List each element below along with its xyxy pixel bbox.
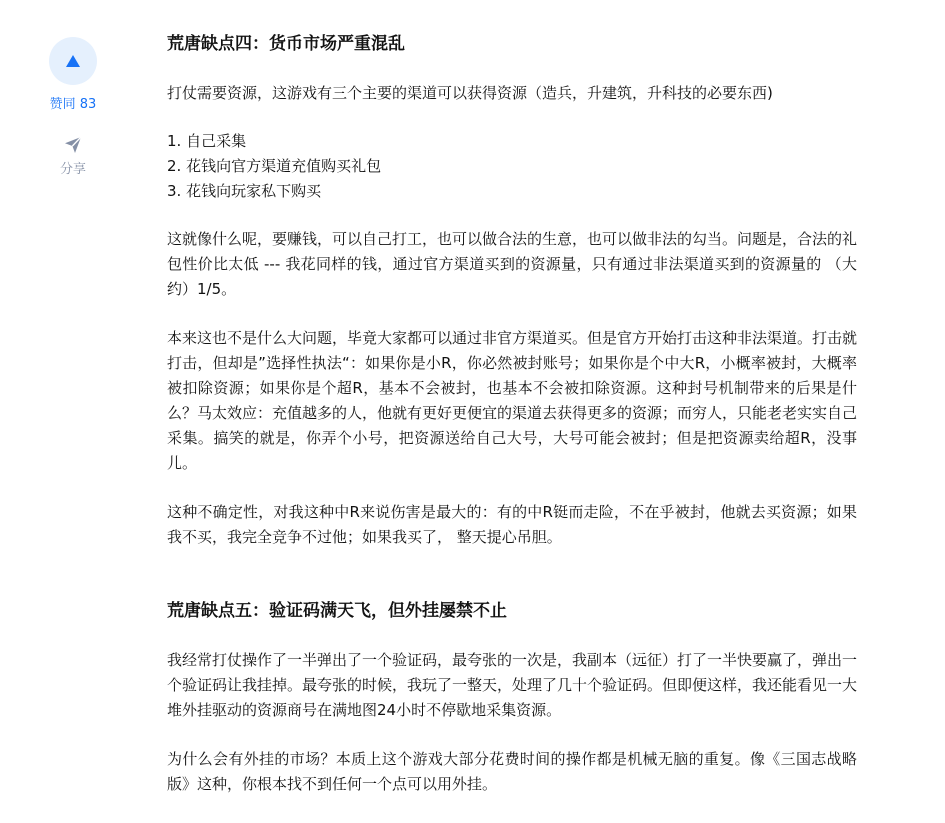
vote-count-label[interactable]: 赞同 83 xyxy=(49,97,97,112)
share-button[interactable] xyxy=(60,136,86,177)
paper-plane-icon xyxy=(64,136,82,154)
share-label: 分享 xyxy=(59,162,86,177)
list-item: 1. 自己采集 xyxy=(167,132,247,150)
section4-paragraph-2: 本来这也不是什么大问题，毕竟大家都可以通过非官方渠道买。但是官方开始打击这种非法渠道。打击就打击，但却是”选择性执法“：如果你是小R，你必然被封账号；如果你是个中大R，小概率被封，大概率被扣除资源；如果你是个超R，基本不会被封，也基本不会被扣除资源。这种封号机制带来的后果是什么？马太效应：充值越多的人，他就有更好更便宜的渠道去获得更多的资源；而穷人，只能老老实实自己采集。搞笑的就是，你弄个小号，把资源送给自己大号，大号可能会被封；但是把资源卖给超R，没事儿。 xyxy=(167,329,858,472)
article-content xyxy=(167,31,857,797)
list-item: 3. 花钱向玩家私下购买 xyxy=(167,182,322,200)
resource-channel-list xyxy=(167,129,857,204)
section5-paragraph-1: 我经常打仗操作了一半弹出了一个验证码，最夸张的一次是，我副本（远征）打了一半快要赢了，弹出一个验证码让我挂掉。最夸张的时候，我玩了一整天，处理了几十个验证码。但即便这样，我还能看见一大堆外挂驱动的资源商号在满地图24小时不停歇地采集资源。 xyxy=(167,651,858,719)
triangle-up-icon xyxy=(66,55,80,67)
side-actions xyxy=(48,37,98,177)
section-title-5: 荒唐缺点五：验证码满天飞，但外挂屡禁不止 xyxy=(167,601,507,621)
list-item: 2. 花钱向官方渠道充值购买礼包 xyxy=(167,157,382,175)
section4-intro: 打仗需要资源，这游戏有三个主要的渠道可以获得资源（造兵，升建筑，升科技的必要东西) xyxy=(167,84,773,102)
section4-paragraph-3: 这种不确定性，对我这种中R来说伤害是最大的：有的中R铤而走险，不在乎被封，他就去买资源；如果我不买，我完全竞争不过他；如果我买了， 整天提心吊胆。 xyxy=(167,503,857,546)
section-title-4: 荒唐缺点四：货币市场严重混乱 xyxy=(167,34,405,54)
section5-paragraph-2: 为什么会有外挂的市场？本质上这个游戏大部分花费时间的操作都是机械无脑的重复。像《三国志战略版》这种，你根本找不到任何一个点可以用外挂。 xyxy=(167,750,857,793)
section4-paragraph-1: 这就像什么呢，要赚钱，可以自己打工，也可以做合法的生意，也可以做非法的勾当。问题是，合法的礼包性价比太低 --- 我花同样的钱，通过官方渠道买到的资源量，只有通过非法渠道买到的资源量的 （大约）1/5。 xyxy=(167,230,858,298)
vote-up-button[interactable] xyxy=(49,37,97,85)
